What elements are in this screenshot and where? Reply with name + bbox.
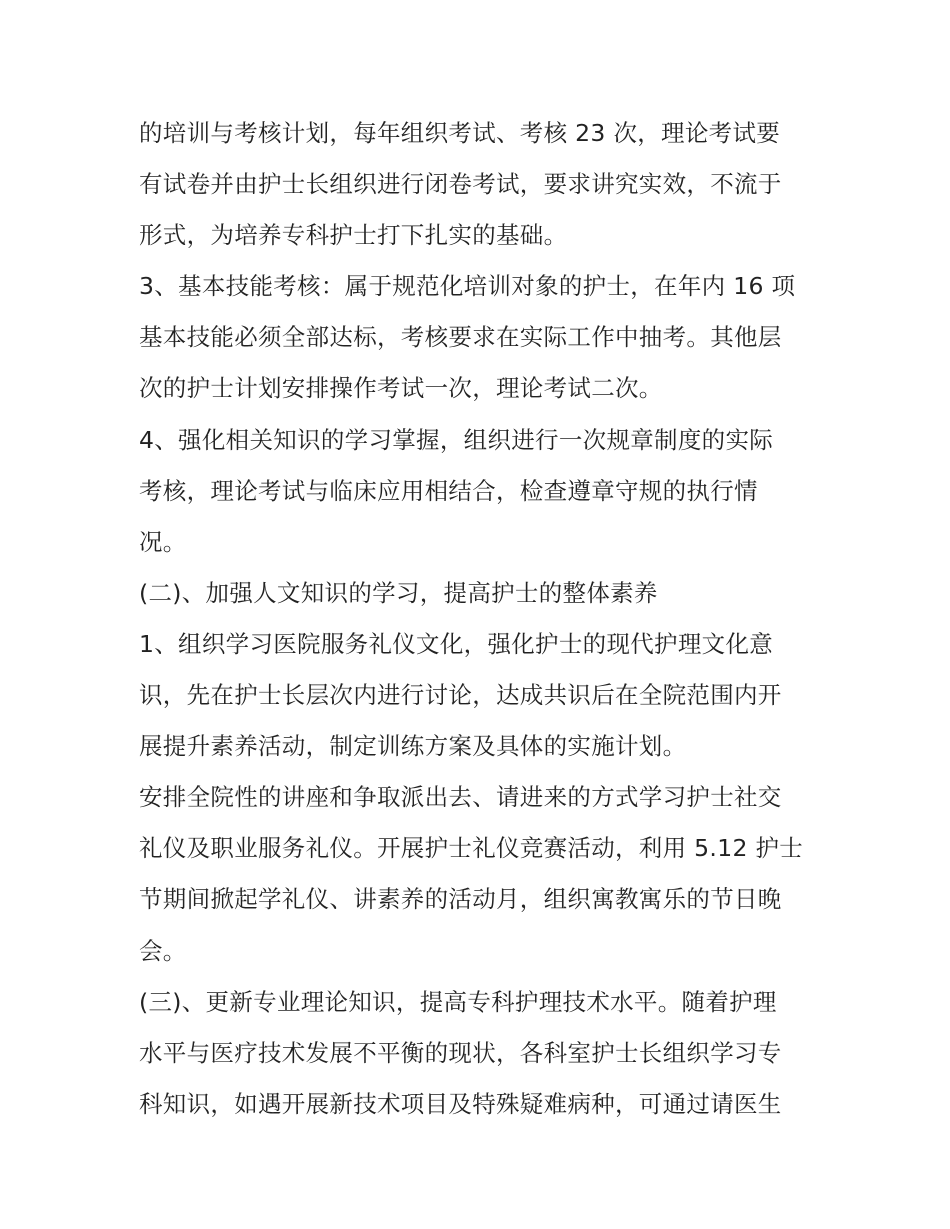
section-heading: (三)、更新专业理论知识，提高专科护理技术水平。随着护理 — [139, 987, 777, 1016]
text-line: 次的护士计划安排操作考试一次，理论考试二次。 — [139, 374, 663, 403]
text-line: 基本技能必须全部达标，考核要求在实际工作中抽考。其他层 — [139, 323, 782, 352]
text-line: 考核，理论考试与临床应用相结合，检查遵章守规的执行情 — [139, 476, 758, 505]
text-line: 节期间掀起学礼仪、讲素养的活动月，组织寓教寓乐的节日晚 — [139, 885, 782, 914]
text-line: 识，先在护士长层次内进行讨论，达成共识后在全院范围内开 — [139, 681, 782, 710]
text-line: 有试卷并由护士长组织进行闭卷考试，要求讲究实效，不流于 — [139, 170, 782, 199]
section-heading: (二)、加强人文知识的学习，提高护士的整体素养 — [139, 578, 658, 607]
text-line: 展提升素养活动，制定训练方案及具体的实施计划。 — [139, 732, 687, 761]
text-line: 的培训与考核计划，每年组织考试、考核 23 次，理论考试要 — [139, 119, 781, 147]
text-line: 礼仪及职业服务礼仪。开展护士礼仪竞赛活动，利用 5.12 护士 — [139, 834, 804, 863]
text-line: 科知识，如遇开展新技术项目及特殊疑难病种，可通过请医生 — [139, 1089, 782, 1118]
document-body — [139, 108, 819, 1130]
text-line: 安排全院性的讲座和争取派出去、请进来的方式学习护士社交 — [139, 783, 782, 812]
text-line: 1、组织学习医院服务礼仪文化，强化护士的现代护理文化意 — [139, 629, 774, 658]
text-line: 3、基本技能考核：属于规范化培训对象的护士，在年内 16 项 — [139, 272, 796, 301]
text-line: 形式，为培养专科护士打下扎实的基础。 — [139, 221, 568, 250]
text-line: 4、强化相关知识的学习掌握，组织进行一次规章制度的实际 — [139, 425, 774, 454]
text-line: 况。 — [139, 527, 187, 556]
text-line: 水平与医疗技术发展不平衡的现状，各科室护士长组织学习专 — [139, 1038, 782, 1067]
text-line: 会。 — [139, 936, 187, 965]
